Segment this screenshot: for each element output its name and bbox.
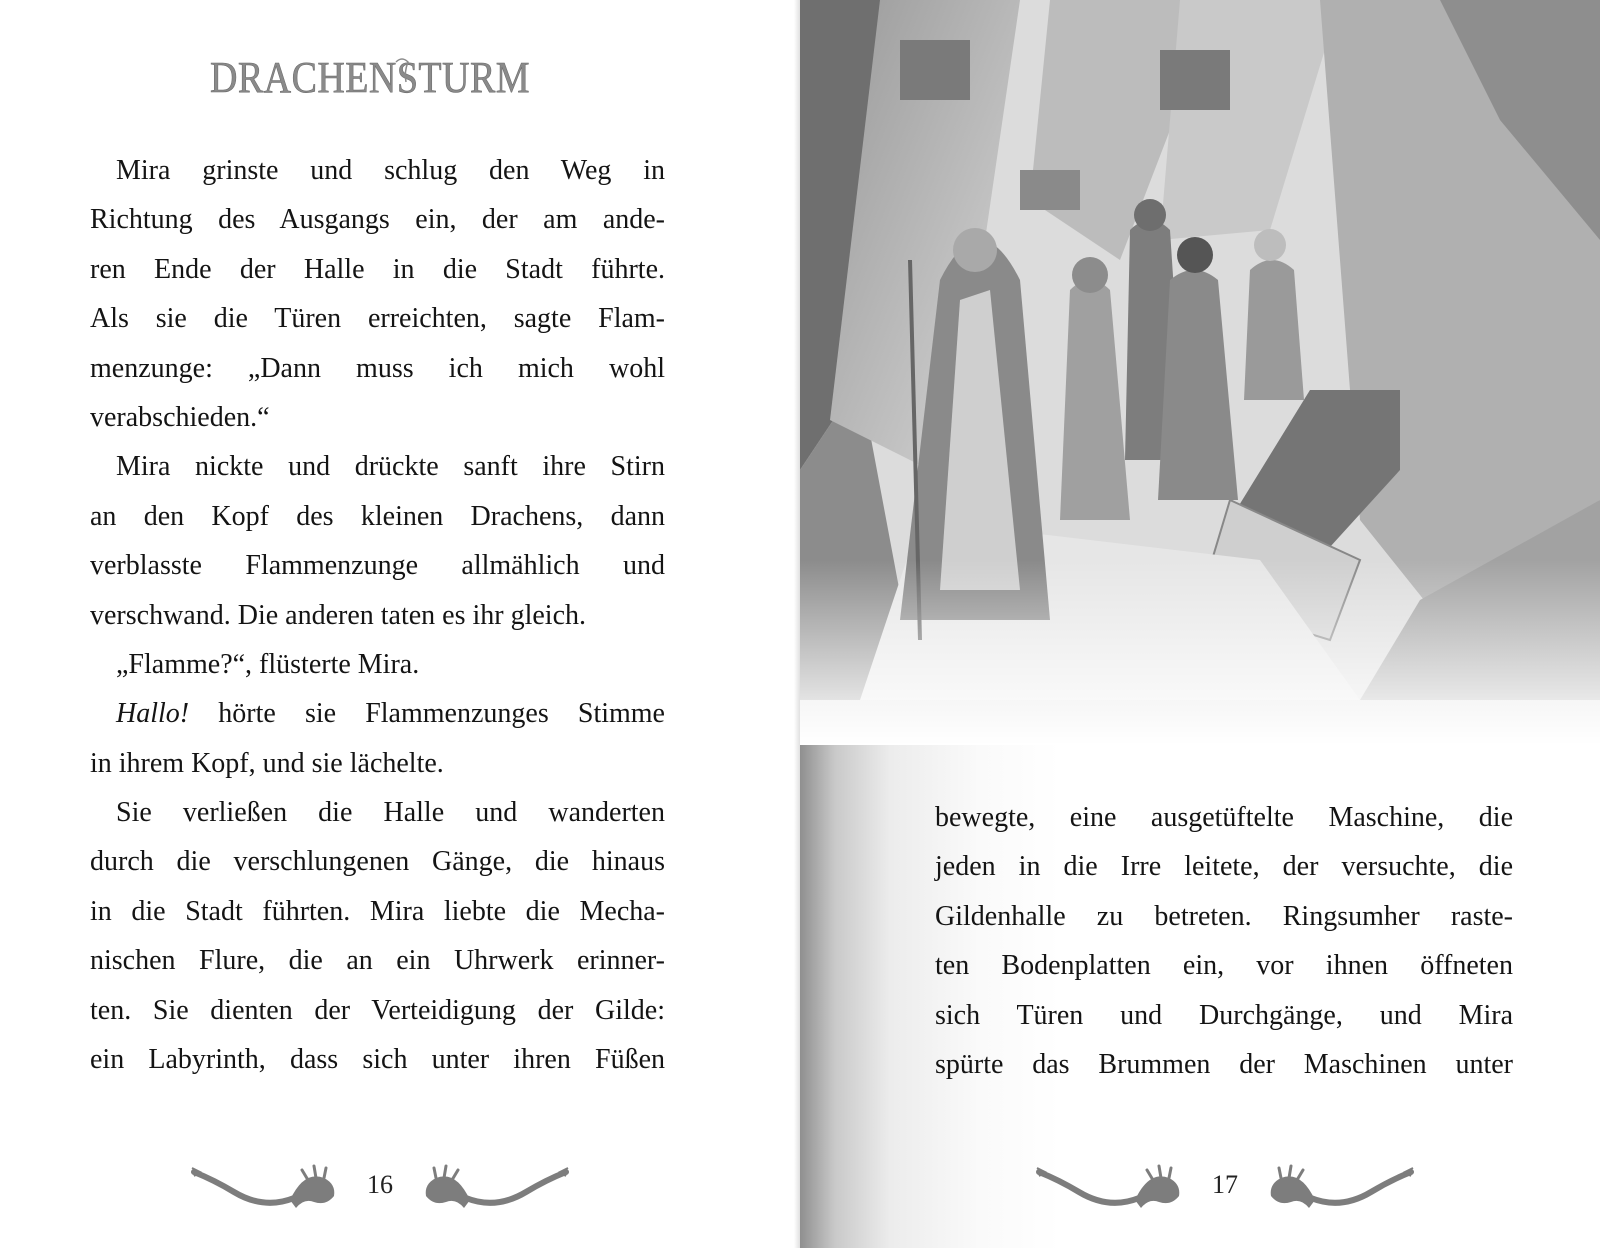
dragon-ornament-icon xyxy=(420,1160,570,1216)
text-fragment: hörte sie Flammenzunges Stimme xyxy=(189,698,665,730)
text-line: „Flamme?“, flüsterte Mira. xyxy=(116,648,420,680)
dragon-ornament-icon xyxy=(1035,1160,1185,1216)
text-line: verschwand. Die anderen taten es ihr gleich. xyxy=(90,599,587,631)
text-line: menzunge: „Dann muss ich mich wohl xyxy=(90,352,665,384)
text-line: nischen Flure, die an ein Uhrwerk erinner- xyxy=(90,945,665,977)
text-line: ten Bodenplatten ein, vor ihnen öffneten xyxy=(935,950,1513,982)
series-title xyxy=(210,44,540,114)
italic-word: Hallo! xyxy=(116,698,190,730)
illustration-image xyxy=(800,0,1600,745)
text-line: Sie verließen die Halle und wanderten xyxy=(116,797,665,829)
text-line: ten. Sie dienten der Verteidigung der Gilde: xyxy=(90,994,665,1026)
page-number: 16 xyxy=(367,1170,393,1199)
dragon-ornament-icon xyxy=(190,1160,340,1216)
dragon-ornament-icon xyxy=(1265,1160,1415,1216)
text-line: bewegte, eine ausgetüftelte Maschine, die xyxy=(935,802,1513,833)
svg-text:DRACHENSTURM: DRACHENSTURM xyxy=(210,53,530,102)
text-line-mixed xyxy=(90,689,665,738)
right-page-footer xyxy=(1035,1160,1415,1220)
text-line: Mira grinste und schlug den Weg in xyxy=(116,155,665,186)
text-line: in die Stadt führten. Mira liebte die Mecha- xyxy=(90,895,665,927)
page-number: 17 xyxy=(1212,1170,1238,1199)
text-line: durch die verschlungenen Gänge, die hinaus xyxy=(90,846,665,878)
text-line: Als sie die Türen erreichten, sagte Flam- xyxy=(90,303,665,335)
left-page-footer xyxy=(190,1160,570,1220)
text-line: verblasste Flammenzunge allmählich und xyxy=(90,550,665,582)
left-page-text xyxy=(90,146,665,1084)
text-line: Mira nickte und drückte sanft ihre Stirn xyxy=(116,451,665,483)
text-line: in ihrem Kopf, und sie lächelte. xyxy=(90,747,444,779)
text-line: Gildenhalle zu betreten. Ringsumher raste- xyxy=(935,900,1513,932)
text-line: verabschieden.“ xyxy=(90,401,270,433)
text-line: ren Ende der Halle in die Stadt führte. xyxy=(90,253,665,285)
text-line: spürte das Brummen der Maschinen unter xyxy=(935,1048,1513,1080)
text-line: ein Labyrinth, dass sich unter ihren Füßen xyxy=(90,1044,665,1076)
text-line: Richtung des Ausgangs ein, der am ande- xyxy=(90,204,665,236)
text-line: an den Kopf des kleinen Drachens, dann xyxy=(90,500,665,532)
series-title-logo xyxy=(210,44,540,114)
right-page-text xyxy=(935,793,1513,1089)
text-line: jeden in die Irre leitete, der versuchte, die xyxy=(935,851,1513,883)
text-line: sich Türen und Durchgänge, und Mira xyxy=(935,999,1513,1031)
